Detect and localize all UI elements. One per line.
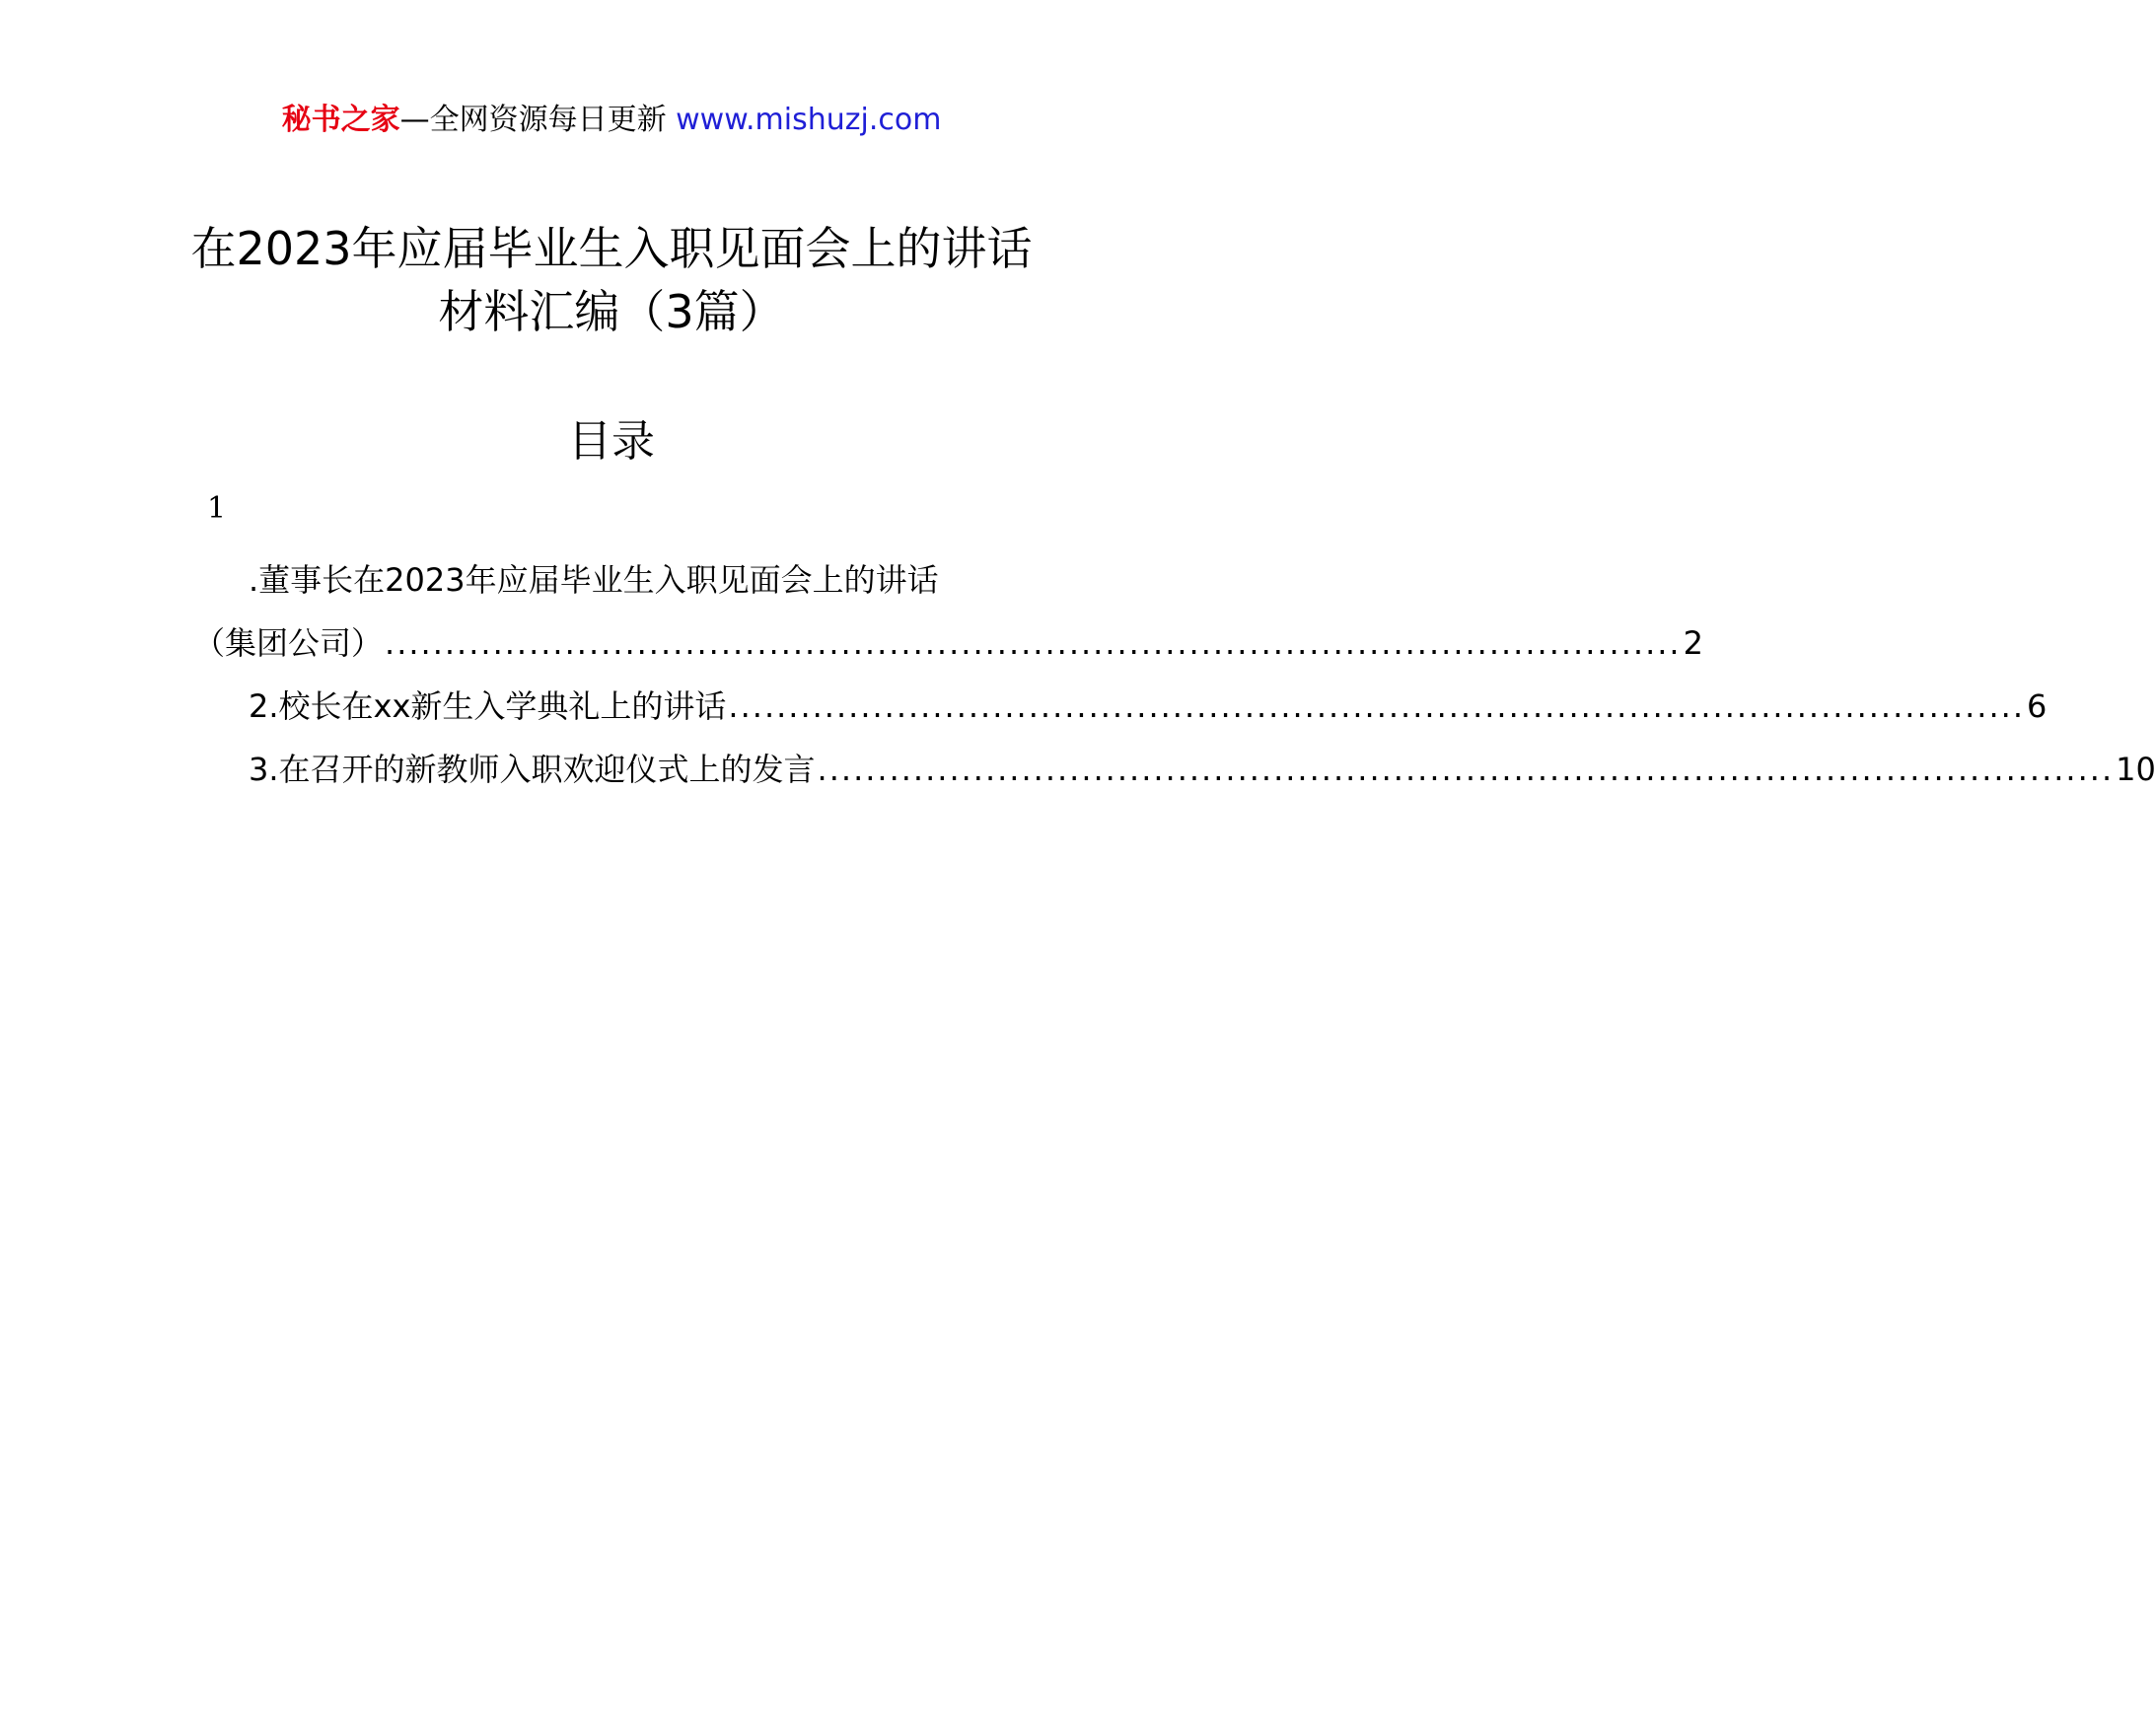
toc-dot-leader: ............................................................................................................ [728, 687, 2025, 725]
toc-entry-1-line-1[interactable] [193, 548, 1034, 612]
site-url-link[interactable]: www.mishuzj.com [676, 103, 942, 137]
header-slogan: —全网资源每日更新 [399, 103, 667, 137]
brand-name: 秘书之家 [281, 103, 400, 137]
toc-entry-1-text: .董事长在2023年应届毕业生入职见面会上的讲话 [249, 561, 939, 599]
toc-entry-2[interactable] [193, 675, 2048, 738]
toc-heading: 目录 [568, 416, 655, 467]
toc-entry-1-line-2[interactable] [193, 612, 1703, 675]
toc-entry-2-text: 2.校长在xx新生入学典礼上的讲话 [249, 687, 727, 725]
table-of-contents [193, 548, 2156, 801]
toc-dot-leader: ............................................................................................................ [817, 751, 2115, 788]
toc-entry-3[interactable] [193, 738, 2156, 801]
toc-entry-3-page: 10 [2116, 751, 2156, 788]
toc-entry-2-page: 6 [2026, 687, 2048, 725]
title-line-2: 材料汇编（3篇） [438, 285, 785, 338]
toc-stray-number: 1 [207, 491, 227, 526]
toc-entry-1-text-cont: （集团公司） [193, 624, 384, 662]
toc-entry-1-page: 2 [1683, 624, 1703, 662]
site-header [0, 101, 1223, 140]
toc-dot-leader: ............................................................................................................ [385, 624, 1682, 662]
toc-entry-3-text: 3.在召开的新教师入职欢迎仪式上的发言 [249, 751, 816, 788]
document-title [148, 217, 1075, 343]
title-line-1: 在2023年应届毕业生入职见面会上的讲话 [190, 222, 1033, 275]
